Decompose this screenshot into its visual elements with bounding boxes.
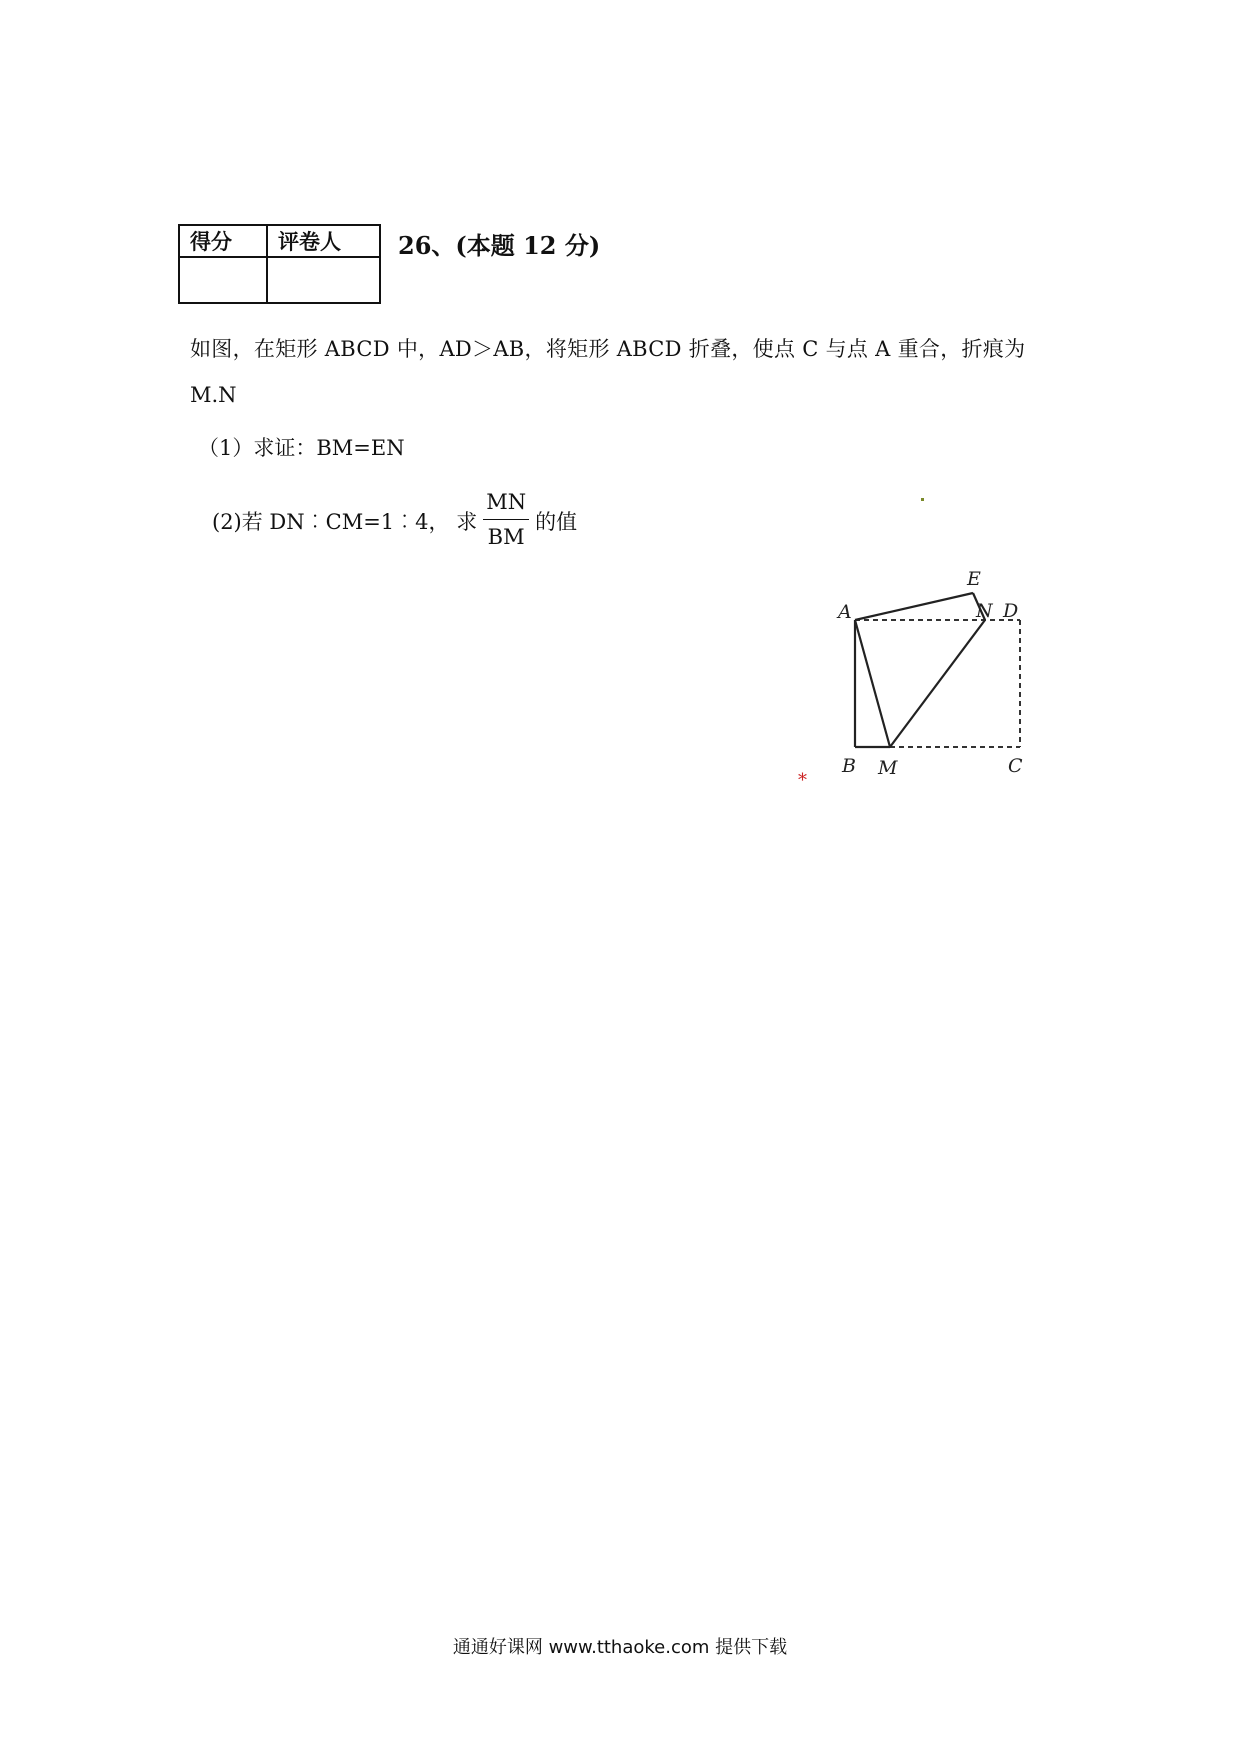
label-d: D: [1003, 600, 1019, 622]
fraction-denominator: BM: [487, 525, 525, 549]
fold-crease-mn: [890, 620, 985, 747]
red-star-mark: *: [798, 770, 807, 791]
question-title: 26、(本题 12 分): [398, 231, 601, 260]
label-b: B: [842, 755, 856, 777]
fraction-numerator: MN: [483, 487, 529, 520]
score-table: [178, 224, 381, 304]
score-table-blank-row: [179, 257, 380, 303]
label-c: C: [1008, 755, 1023, 777]
score-cell: [179, 257, 267, 303]
fraction: [483, 487, 529, 552]
question-part-2: [212, 488, 577, 553]
label-m: M: [878, 757, 898, 779]
page-footer: 通通好课网 www.tthaoke.com 提供下载: [452, 1637, 788, 1658]
grader-cell: [267, 257, 380, 303]
question-part-1: （1）求证：BM=EN: [198, 436, 405, 460]
edge-ae: [855, 593, 973, 620]
geometry-figure: [790, 555, 1080, 785]
score-table-header-row: [179, 225, 380, 257]
label-e: E: [967, 568, 981, 590]
part-2-suffix: 的值: [535, 509, 578, 534]
grader-header: 评卷人: [267, 225, 380, 257]
label-n: N: [976, 600, 993, 622]
question-stem-line-2: M.N: [190, 383, 237, 407]
stray-dot-mark: [921, 498, 924, 501]
edge-am: [855, 620, 890, 747]
label-a: A: [838, 601, 852, 623]
score-header: 得分: [179, 225, 267, 257]
question-stem-line-1: 如图，在矩形 ABCD 中，AD＞AB，将矩形 ABCD 折叠，使点 C 与点 A 重合，折痕为: [190, 337, 1026, 361]
part-2-prefix: (2)若 DN︰CM=1︰4， 求: [212, 509, 478, 534]
